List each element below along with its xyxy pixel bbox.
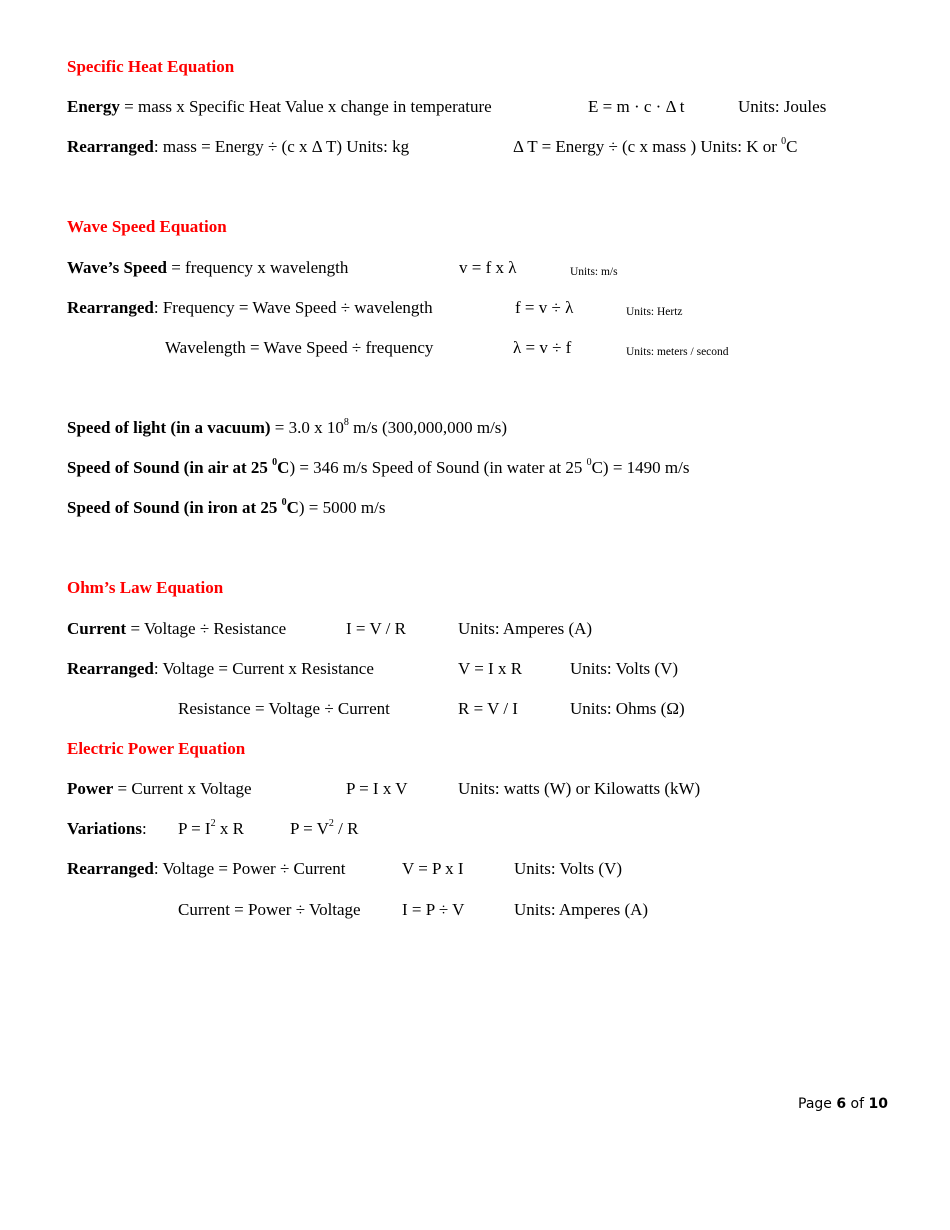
power-voltage-text: : Voltage = Power ÷ Current — [153, 859, 346, 878]
sound-iron-sup: 0 — [281, 497, 287, 509]
wave-speed-label: Wave’s Speed — [67, 258, 167, 277]
sound-iron-label — [67, 498, 299, 517]
page-total: 10 — [868, 1096, 888, 1112]
ohm-current-units: Units: Amperes (A) — [458, 619, 593, 638]
ohm-current-label: Current — [67, 619, 127, 638]
sound-water-text: C) = 1490 m/s — [591, 458, 690, 477]
variation-2 — [290, 819, 358, 839]
sound-iron-label-b: C — [286, 498, 299, 517]
page-of: of — [846, 1096, 869, 1112]
power-voltage-units: Units: Volts (V) — [514, 859, 623, 878]
variations-label: Variations — [67, 819, 142, 838]
ohm-voltage-text: : Voltage = Current x Resistance — [153, 659, 374, 678]
power-voltage-formula: V = P x I — [402, 859, 464, 878]
ohm-voltage-units: Units: Volts (V) — [570, 659, 679, 678]
sound-air-text: ) = 346 m/s Speed of Sound (in water at 25 — [289, 458, 587, 477]
power-label: Power — [67, 779, 114, 798]
sound-iron-text: ) = 5000 m/s — [298, 498, 386, 517]
energy-text: = mass x Specific Heat Value x change in temperature — [119, 97, 492, 116]
frequency-text: : Frequency = Wave Speed ÷ wavelength — [153, 298, 433, 317]
ohm-current-line — [67, 619, 286, 639]
sound-air-label — [67, 458, 289, 477]
power-units: Units: watts (W) or Kilowatts (kW) — [458, 779, 701, 798]
heat-rearranged-dt-text: Δ T = Energy ÷ (c x mass ) Units: K or — [513, 137, 782, 156]
energy-equation-line — [67, 97, 492, 117]
variation-1 — [178, 819, 244, 839]
wavelength-text: Wavelength = Wave Speed ÷ frequency — [165, 338, 434, 357]
ohm-resistance-formula: R = V / I — [458, 699, 518, 718]
sound-air-label-a: Speed of Sound (in air at 25 — [67, 458, 273, 477]
ohm-rearranged-line — [67, 659, 374, 679]
ohm-heading: Ohm’s Law Equation — [67, 578, 224, 597]
variation-2-b: / R — [333, 819, 359, 838]
page-number — [798, 1096, 888, 1112]
frequency-units: Units: Hertz — [626, 306, 683, 318]
frequency-formula: f = v ÷ λ — [515, 298, 574, 317]
speed-of-sound-iron-line — [67, 498, 385, 518]
wave-heading: Wave Speed Equation — [67, 217, 227, 236]
sound-air-sup: 0 — [272, 457, 278, 469]
sound-water-sup: 0 — [586, 457, 592, 469]
power-line — [67, 779, 252, 799]
variation-2-sup: 2 — [328, 818, 334, 830]
wave-speed-text: = frequency x wavelength — [166, 258, 349, 277]
ohm-current-formula: I = V / R — [346, 619, 406, 638]
wavelength-units: Units: meters / second — [626, 346, 729, 358]
wave-rearranged-label: Rearranged — [67, 298, 154, 317]
power-current-text: Current = Power ÷ Voltage — [178, 900, 361, 919]
variation-1-b: x R — [215, 819, 244, 838]
variations-line: Variations: — [67, 819, 147, 838]
heat-rearranged-mass: : mass = Energy ÷ (c x Δ T) Units: kg — [153, 137, 410, 156]
speed-of-light-line — [67, 418, 507, 438]
ohm-resistance-text: Resistance = Voltage ÷ Current — [178, 699, 390, 718]
power-heading: Electric Power Equation — [67, 739, 246, 758]
energy-formula: E = m · c · Δ t — [588, 97, 685, 116]
power-rearranged-line — [67, 859, 345, 879]
degree-c: C — [786, 137, 798, 156]
speed-of-light-text: = 3.0 x 10 — [270, 418, 344, 437]
page-current: 6 — [836, 1096, 847, 1112]
degree-sup: 0 — [781, 136, 787, 148]
variation-1-a: P = I — [178, 819, 211, 838]
ohm-resistance-units: Units: Ohms (Ω) — [570, 699, 685, 718]
power-rearranged-label: Rearranged — [67, 859, 154, 878]
wave-rearranged-line — [67, 298, 433, 318]
energy-units: Units: Joules — [738, 97, 827, 116]
specific-heat-heading: Specific Heat Equation — [67, 57, 235, 76]
power-current-formula: I = P ÷ V — [402, 900, 465, 919]
sound-air-label-b: C — [277, 458, 290, 477]
variation-2-a: P = V — [290, 819, 329, 838]
heat-rearranged-line — [67, 137, 409, 157]
ohm-rearranged-label: Rearranged — [67, 659, 154, 678]
speed-of-light-label: Speed of light (in a vacuum) — [67, 418, 271, 437]
sound-iron-label-a: Speed of Sound (in iron at 25 — [67, 498, 282, 517]
wavelength-formula: λ = v ÷ f — [513, 338, 572, 357]
heat-rearranged-label: Rearranged — [67, 137, 154, 156]
speed-of-light-exponent: 8 — [343, 417, 349, 429]
heat-rearranged-dt — [513, 137, 797, 157]
ohm-current-text: = Voltage ÷ Resistance — [126, 619, 287, 638]
power-text: = Current x Voltage — [113, 779, 252, 798]
ohm-voltage-formula: V = I x R — [458, 659, 523, 678]
wave-speed-formula: v = f x λ — [459, 258, 517, 277]
energy-label: Energy — [67, 97, 120, 116]
variation-1-sup: 2 — [210, 818, 216, 830]
wave-speed-units: Units: m/s — [570, 266, 618, 278]
speed-of-light-rest: m/s (300,000,000 m/s) — [348, 418, 508, 437]
page-word: Page — [798, 1096, 837, 1112]
speed-of-sound-air-line — [67, 458, 689, 478]
power-formula: P = I x V — [346, 779, 408, 798]
power-current-units: Units: Amperes (A) — [514, 900, 649, 919]
wave-speed-line — [67, 258, 348, 278]
